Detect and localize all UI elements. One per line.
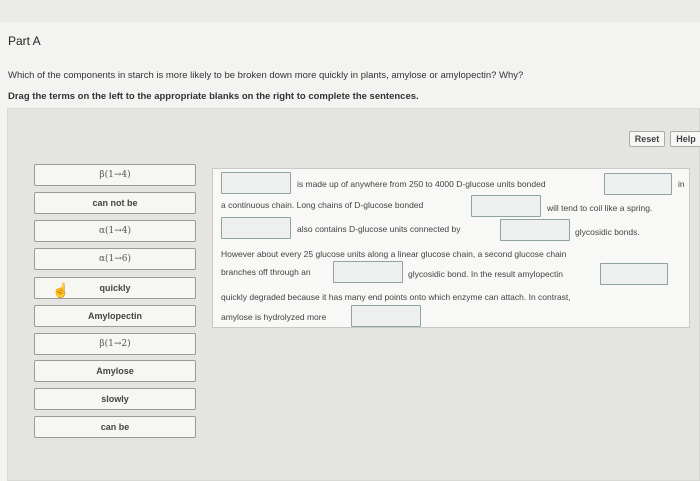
blank-6[interactable] [333, 261, 403, 283]
blank-8[interactable] [351, 305, 421, 327]
help-button[interactable]: Help [670, 131, 700, 147]
passage-text-2: in [678, 179, 685, 189]
passage-text-1: is made up of anywhere from 250 to 4000 D-glucose units bonded [297, 179, 546, 189]
blank-4[interactable] [221, 217, 291, 239]
term-chip-alpha-1-4[interactable]: α(1→4) [34, 220, 196, 242]
passage-text-4: will tend to coil like a spring. [547, 203, 653, 213]
term-chip-slowly[interactable]: slowly [34, 388, 196, 410]
reset-button[interactable]: Reset [629, 131, 665, 147]
term-chip-amylopectin[interactable]: Amylopectin [34, 305, 196, 327]
question-text: Which of the components in starch is more likely to be broken down more quickly in plants, amylose or amylopectin? Why? [8, 70, 524, 81]
passage-text-3: a continuous chain. Long chains of D-glucose bonded [221, 200, 424, 210]
term-chip-alpha-1-6[interactable]: α(1→6) [34, 248, 196, 270]
term-chip-amylose[interactable]: Amylose [34, 360, 196, 382]
instruction-text: Drag the terms on the left to the appropriate blanks on the right to complete the sentences. [8, 91, 419, 102]
passage-text-11: amylose is hydrolyzed more [221, 312, 327, 322]
blank-5[interactable] [500, 219, 570, 241]
term-chip-beta-1-2[interactable]: β(1→2) [34, 333, 196, 355]
passage-text-8: branches off through an [221, 267, 311, 277]
passage-text-6: glycosidic bonds. [575, 227, 640, 237]
passage-text-9: glycosidic bond. In the result amylopectin [408, 269, 563, 279]
passage-text-10: quickly degraded because it has many end points onto which enzyme can attach. In contrast, [221, 292, 571, 302]
term-chip-beta-1-4[interactable]: β(1→4) [34, 164, 196, 186]
blank-2[interactable] [604, 173, 672, 195]
term-chip-quickly[interactable]: quickly [34, 277, 196, 299]
part-title: Part A [8, 34, 41, 48]
blank-1[interactable] [221, 172, 291, 194]
top-band [0, 0, 700, 22]
passage-text-7: However about every 25 glucose units along a linear glucose chain, a second glucose chain [221, 249, 567, 259]
blank-3[interactable] [471, 195, 541, 217]
term-chip-can-not-be[interactable]: can not be [34, 192, 196, 214]
hand-cursor-icon: ☝ [52, 282, 70, 298]
term-chip-can-be[interactable]: can be [34, 416, 196, 438]
passage-text-5: also contains D-glucose units connected by [297, 224, 461, 234]
blank-7[interactable] [600, 263, 668, 285]
